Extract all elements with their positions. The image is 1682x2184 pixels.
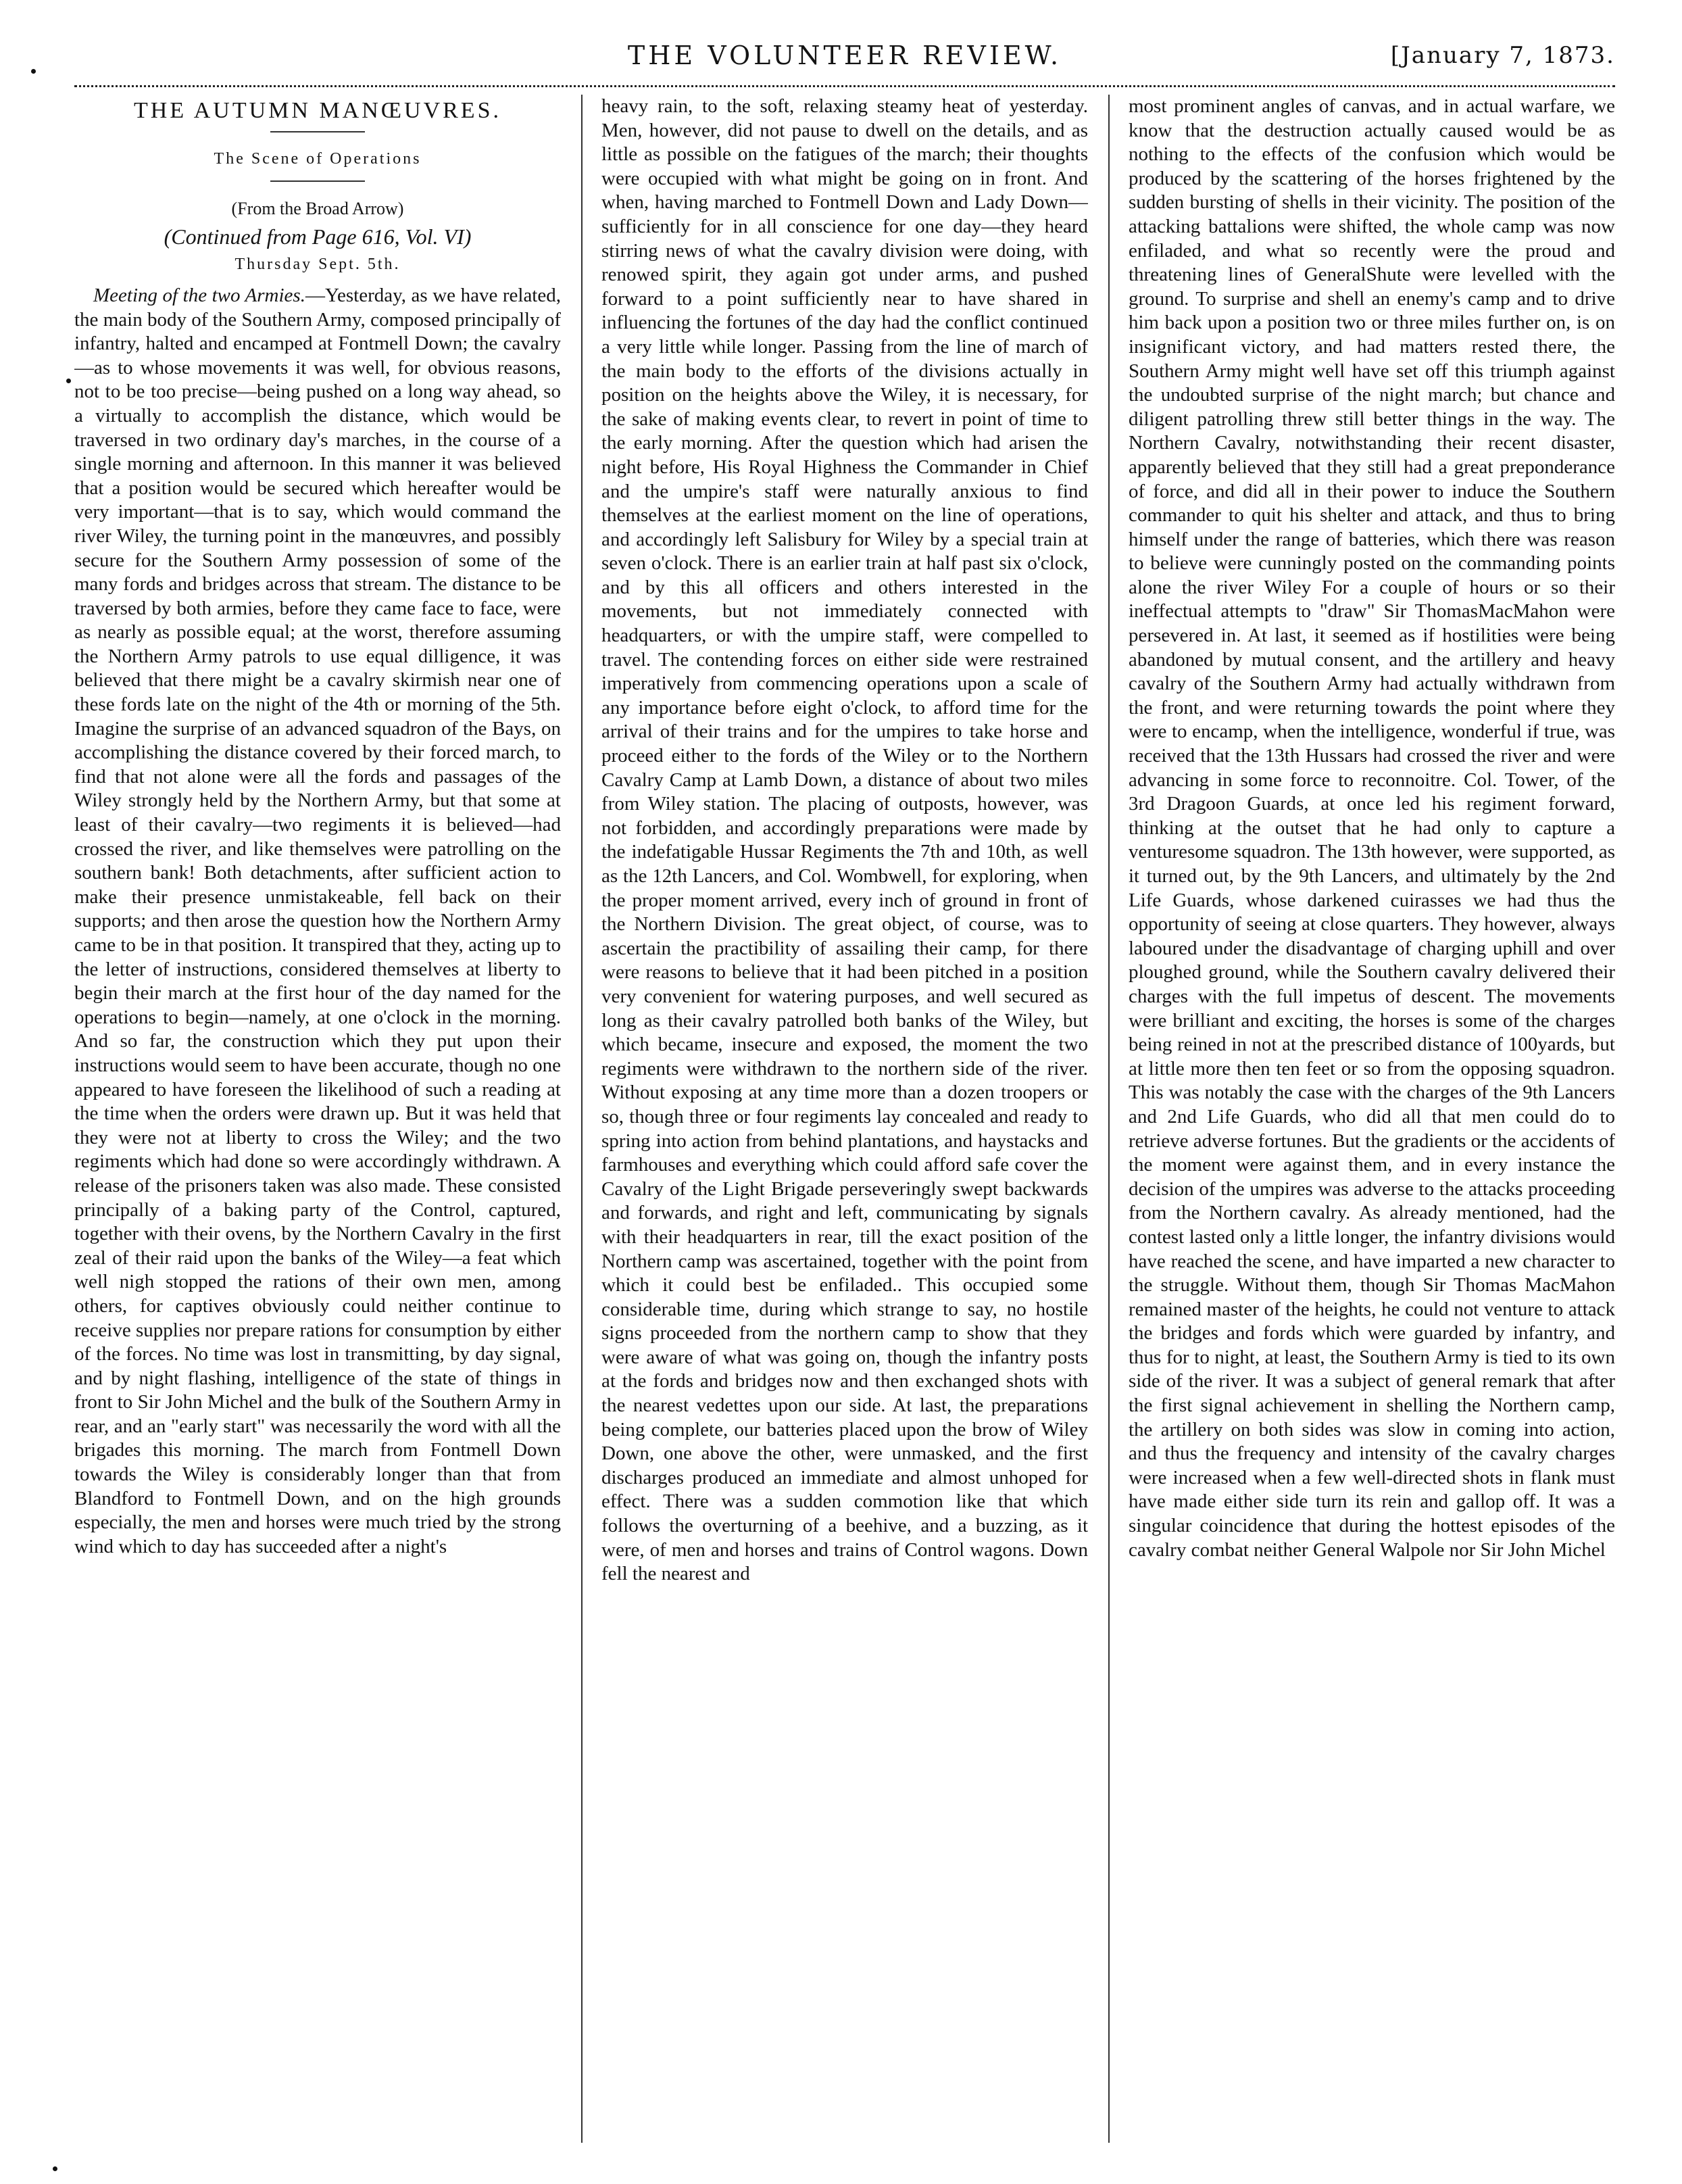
lead-in: Meeting of the two Armies. bbox=[93, 284, 305, 306]
masthead-rule bbox=[74, 85, 1615, 87]
masthead bbox=[74, 41, 1615, 88]
paragraph-text: heavy rain, to the soft, relaxing steamy heat of yesterday. Men, however, did not pause to dwell on the details, and as little as possible on the fatigues of the march; their thoughts were occupied with what might be going on in front. And when, having marched to Fontmell Down and Lady Down—sufficiently for in all conscience for one day—they heard stirring news of what the cavalry division were doing, with renowed spirit, they again got under arms, and pushed forward to a point sufficiently near to have shared in influencing the fortunes of the day had the conflict continued a very little while longer. Passing from the line of march of the main body to the efforts of the divisions actually in position on the heights above the Wiley, it is necessary, for the sake of making events clear, to revert in point of time to the early morning. After the question which had arisen the night before, His Royal Highness the Commander in Chief and the umpire's staff were naturally anxious to find themselves at the earliest moment on the line of operations, and accordingly left Salisbury for Wiley by a special train at seven o'clock. There is an earlier train at half past six o'clock, and by this all officers and others interested in the movements, but not immediately connected with headquarters, or with the umpire staff, were compelled to travel. The contending forces on either side were restrained imperatively from commencing operations upon a scale of any importance before eight o'clock, to afford time for the arrival of their trains and for the umpires to take horse and proceed either to the fords of the Wiley or to the Northern Cavalry Camp at Lamb Down, a distance of about two miles from Wiley station. The placing of outposts, however, was not forbidden, and accordingly preparations were made by the indefatigable Hussar Regiments the 7th and 10th, as well as the 12th Lancers, and Col. Wombwell, for exploring, when the proper moment arrived, every inch of ground in front of the Northern Division. The great object, of course, was to ascertain the practibility of assailing their camp, for there were reasons to believe that it had been pitched in a position very convenient for watering purposes, and well secured as long as their cavalry patrolled both banks of the Wiley, but which became, insecure and exposed, the moment the two regiments were withdrawn to the northern side of the river. Without exposing at any time more than a dozen troopers or so, though three or four regiments lay concealed and ready to spring into action from behind plantations, and haystacks and farmhouses and everything which could afford safe cover the Cavalry of the Light Brigade perseveringly swept backwards and forwards, and right and left, communicating by signals with their headquarters in rear, till the exact position of the Northern camp was ascertained, together with the point from which it could best be enfiladed.. This occupied some considerable time, during which strange to say, no hostile signs proceeded from the northern camp to show that they were aware of what was going on, though the infantry posts at the fords and bridges now and then exchanged shots with the nearest vedettes upon our side. At last, the preparations being complete, our batteries placed upon the brow of Wiley Down, one above the other, were unmasked, and the first discharges produced an immediate and almost unhoped for effect. There was a sudden commotion like that which follows the overturning of a beehive, and a buzzing, as it were, of men and horses and trains of Control wagons. Down fell the nearest and bbox=[601, 95, 1088, 1585]
margin-dot-top bbox=[31, 69, 36, 74]
paragraph-text: —Yesterday, as we have related, the main body of the Southern Army, composed principally of infantry, halted and encamped at Fontmell Down; the cavalry—as to whose movements it was well, for obvious reasons, not to be too precise—being pushed on a long way ahead, so a virtually to accomplish the distance, which would be traversed in two ordinary day's marches, in the course of a single morning and afternoon. In this manner it was believed that a position would be secured which hereafter would be very important—that is to say, which would command the river Wiley, the turning point in the manœuvres, and possibly secure for the Southern Army possession of some of the many fords and bridges across that stream. The distance to be traversed by both armies, before they came face to face, were as nearly as possible equal; at the worst, therefore assuming the Northern Army patrols to use equal dilligence, it was believed that there might be a cavalry skirmish near one of these fords late on the night of the 4th or morning of the 5th. Imagine the surprise of an advanced squadron of the Bays, on accomplishing the distance covered by their forced march, to find that not alone were all the fords and passages of the Wiley strongly held by the Northern Army, but that some at least of their cavalry—two regiments it is believed—had crossed the river, and like themselves were patrolling on the southern bank! Both detachments, after sufficient action to make their presence unmistakeable, fell back on their supports; and then arose the question how the Northern Army came to be in that position. It transpired that they, acting up to the letter of instructions, considered themselves at liberty to begin their march at the first hour of the day named for the operations to begin—namely, at one o'clock in the morning. And so far, the construction which they put upon their instructions would seem to have been accurate, though no one appeared to have foreseen the likelihood of such a reading at the time when the orders were drawn up. But it was held that they were not at liberty to cross the Wiley; and the two regiments which had done so were accordingly withdrawn. A release of the prisoners taken was also made. These consisted principally of a baking party of the Control, captured, together with their ovens, by the Northern Cavalry in the first zeal of their raid upon the banks of the Wiley—a feat which well nigh stopped the rations of their own men, among others, for captives obviously could neither continue to receive supplies nor prepare rations for consumption by either of the forces. No time was lost in transmitting, by day signal, and by night flashing, intelligence of the state of things in front to Sir John Michel and the bulk of the Southern Army in rear, and an "early start" was necessarily the word with all the brigades this morning. The march from Fontmell Down towards the Wiley is considerably longer than that from Blandford to Fontmell Down, and on the high grounds especially, the men and horses were much tried by the strong wind which to day has succeeded after a night's bbox=[74, 284, 561, 1557]
margin-dot-bottom bbox=[53, 2166, 57, 2171]
paragraph bbox=[74, 284, 561, 1559]
section-heading: The Scene of Operations bbox=[214, 149, 422, 168]
continued-line: (Continued from Page 616, Vol. VI) bbox=[164, 224, 472, 249]
section-rule bbox=[270, 180, 365, 182]
column-1 bbox=[74, 95, 561, 2143]
dateline: Thursday Sept. 5th. bbox=[234, 256, 401, 274]
title-rule bbox=[270, 131, 365, 132]
paragraph-text: most prominent angles of canvas, and in actual warfare, we know that the destruction actually caused would be as nothing to the effects of the confusion which would be produced by the scattering of the horses frightened by the sudden bursting of shells in their vicinity. The position of the attacking battalions were shifted, the whole camp was now enfiladed, and what so recently were the proud and threatening lines of GeneralShute were levelled with the ground. To surprise and shell an enemy's camp and to drive him back upon a position two or three miles further on, is on insignificant victory, and had matters rested there, the Southern Army might well have set off this triumph against the undoubted surprise of the night march; but chance and diligent patrolling threw still better things in the way. The Northern Cavalry, notwithstanding their recent disaster, apparently believed that they still had a great preponderance of force, and did all in their power to induce the Southern commander to quit his shelter and attack, and thus to bring himself under the range of batteries, which there was reason to believe were cunningly posted on the commanding points alone the river Wiley For a couple of hours or so their ineffectual attempts to "draw" Sir ThomasMacMahon were persevered in. At last, it seemed as if hostilities were being abandoned by mutual consent, and the artillery and heavy cavalry of the Southern Army had actually withdrawn from the front, and were returning towards the point where they were to encamp, when the intelligence, wonderful if true, was received that the 13th Hussars had crossed the river and were advancing in some force to reconnoitre. Col. Tower, of the 3rd Dragoon Guards, at once led his regiment forward, thinking at the outset that he had only to capture a venturesome squadron. The 13th however, were supported, as it turned out, by the 9th Lancers, and ultimately by the 2nd Life Guards, whose darkened cuirasses we had thus the opportunity of seeing at close quarters. They however, always laboured under the disadvantage of charging uphill and over ploughed ground, while the Southern cavalry delivered their charges with the full impetus of descent. The movements were brilliant and exciting, the horses is some of the charges being reined in not at the prescribed distance of 100yards, but at little more then ten feet or so from the opposing squadron. This was notably the case with the charges of the 9th Lancers and 2nd Life Guards, who did all that men could do to retrieve adverse fortunes. But the gradients or the accidents of the moment were against them, and in every instance the decision of the umpires was adverse to the attacks proceeding from the Northern cavalry. As already mentioned, had the contest lasted only a little longer, the infantry divisions would have reached the scene, and have imparted a new character to the struggle. Without them, though Sir Thomas MacMahon remained master of the heights, he could not venture to attack the bridges and fords which were guarded by infantry, and thus for to night, at least, the Southern Army is tied to its own side of the river. It was a subject of general remark that after the first signal achievement in shelling the Northern camp, the artillery on both sides was slow in coming into action, and thus the frequency and intensity of the cavalry charges were increased when a few well-directed shots in flank must have made either side turn its rein and gallop off. It was a singular coincidence that during the hottest episodes of the cavalry combat neither General Walpole nor Sir John Michel bbox=[1129, 95, 1615, 1561]
column-3 bbox=[1129, 95, 1615, 2143]
column-rule bbox=[1108, 95, 1110, 2143]
column-rule bbox=[581, 95, 583, 2143]
column-2 bbox=[601, 95, 1088, 2143]
source-line: (From the Broad Arrow) bbox=[231, 199, 404, 219]
margin-dot-middle bbox=[66, 379, 71, 383]
issue-date: [January 7, 1873. bbox=[1390, 42, 1615, 69]
newspaper-page bbox=[74, 41, 1615, 2150]
article-title: THE AUTUMN MANŒUVRES. bbox=[134, 98, 501, 123]
publication-title: THE VOLUNTEER REVIEW. bbox=[627, 41, 1062, 70]
article-columns bbox=[74, 95, 1615, 2143]
